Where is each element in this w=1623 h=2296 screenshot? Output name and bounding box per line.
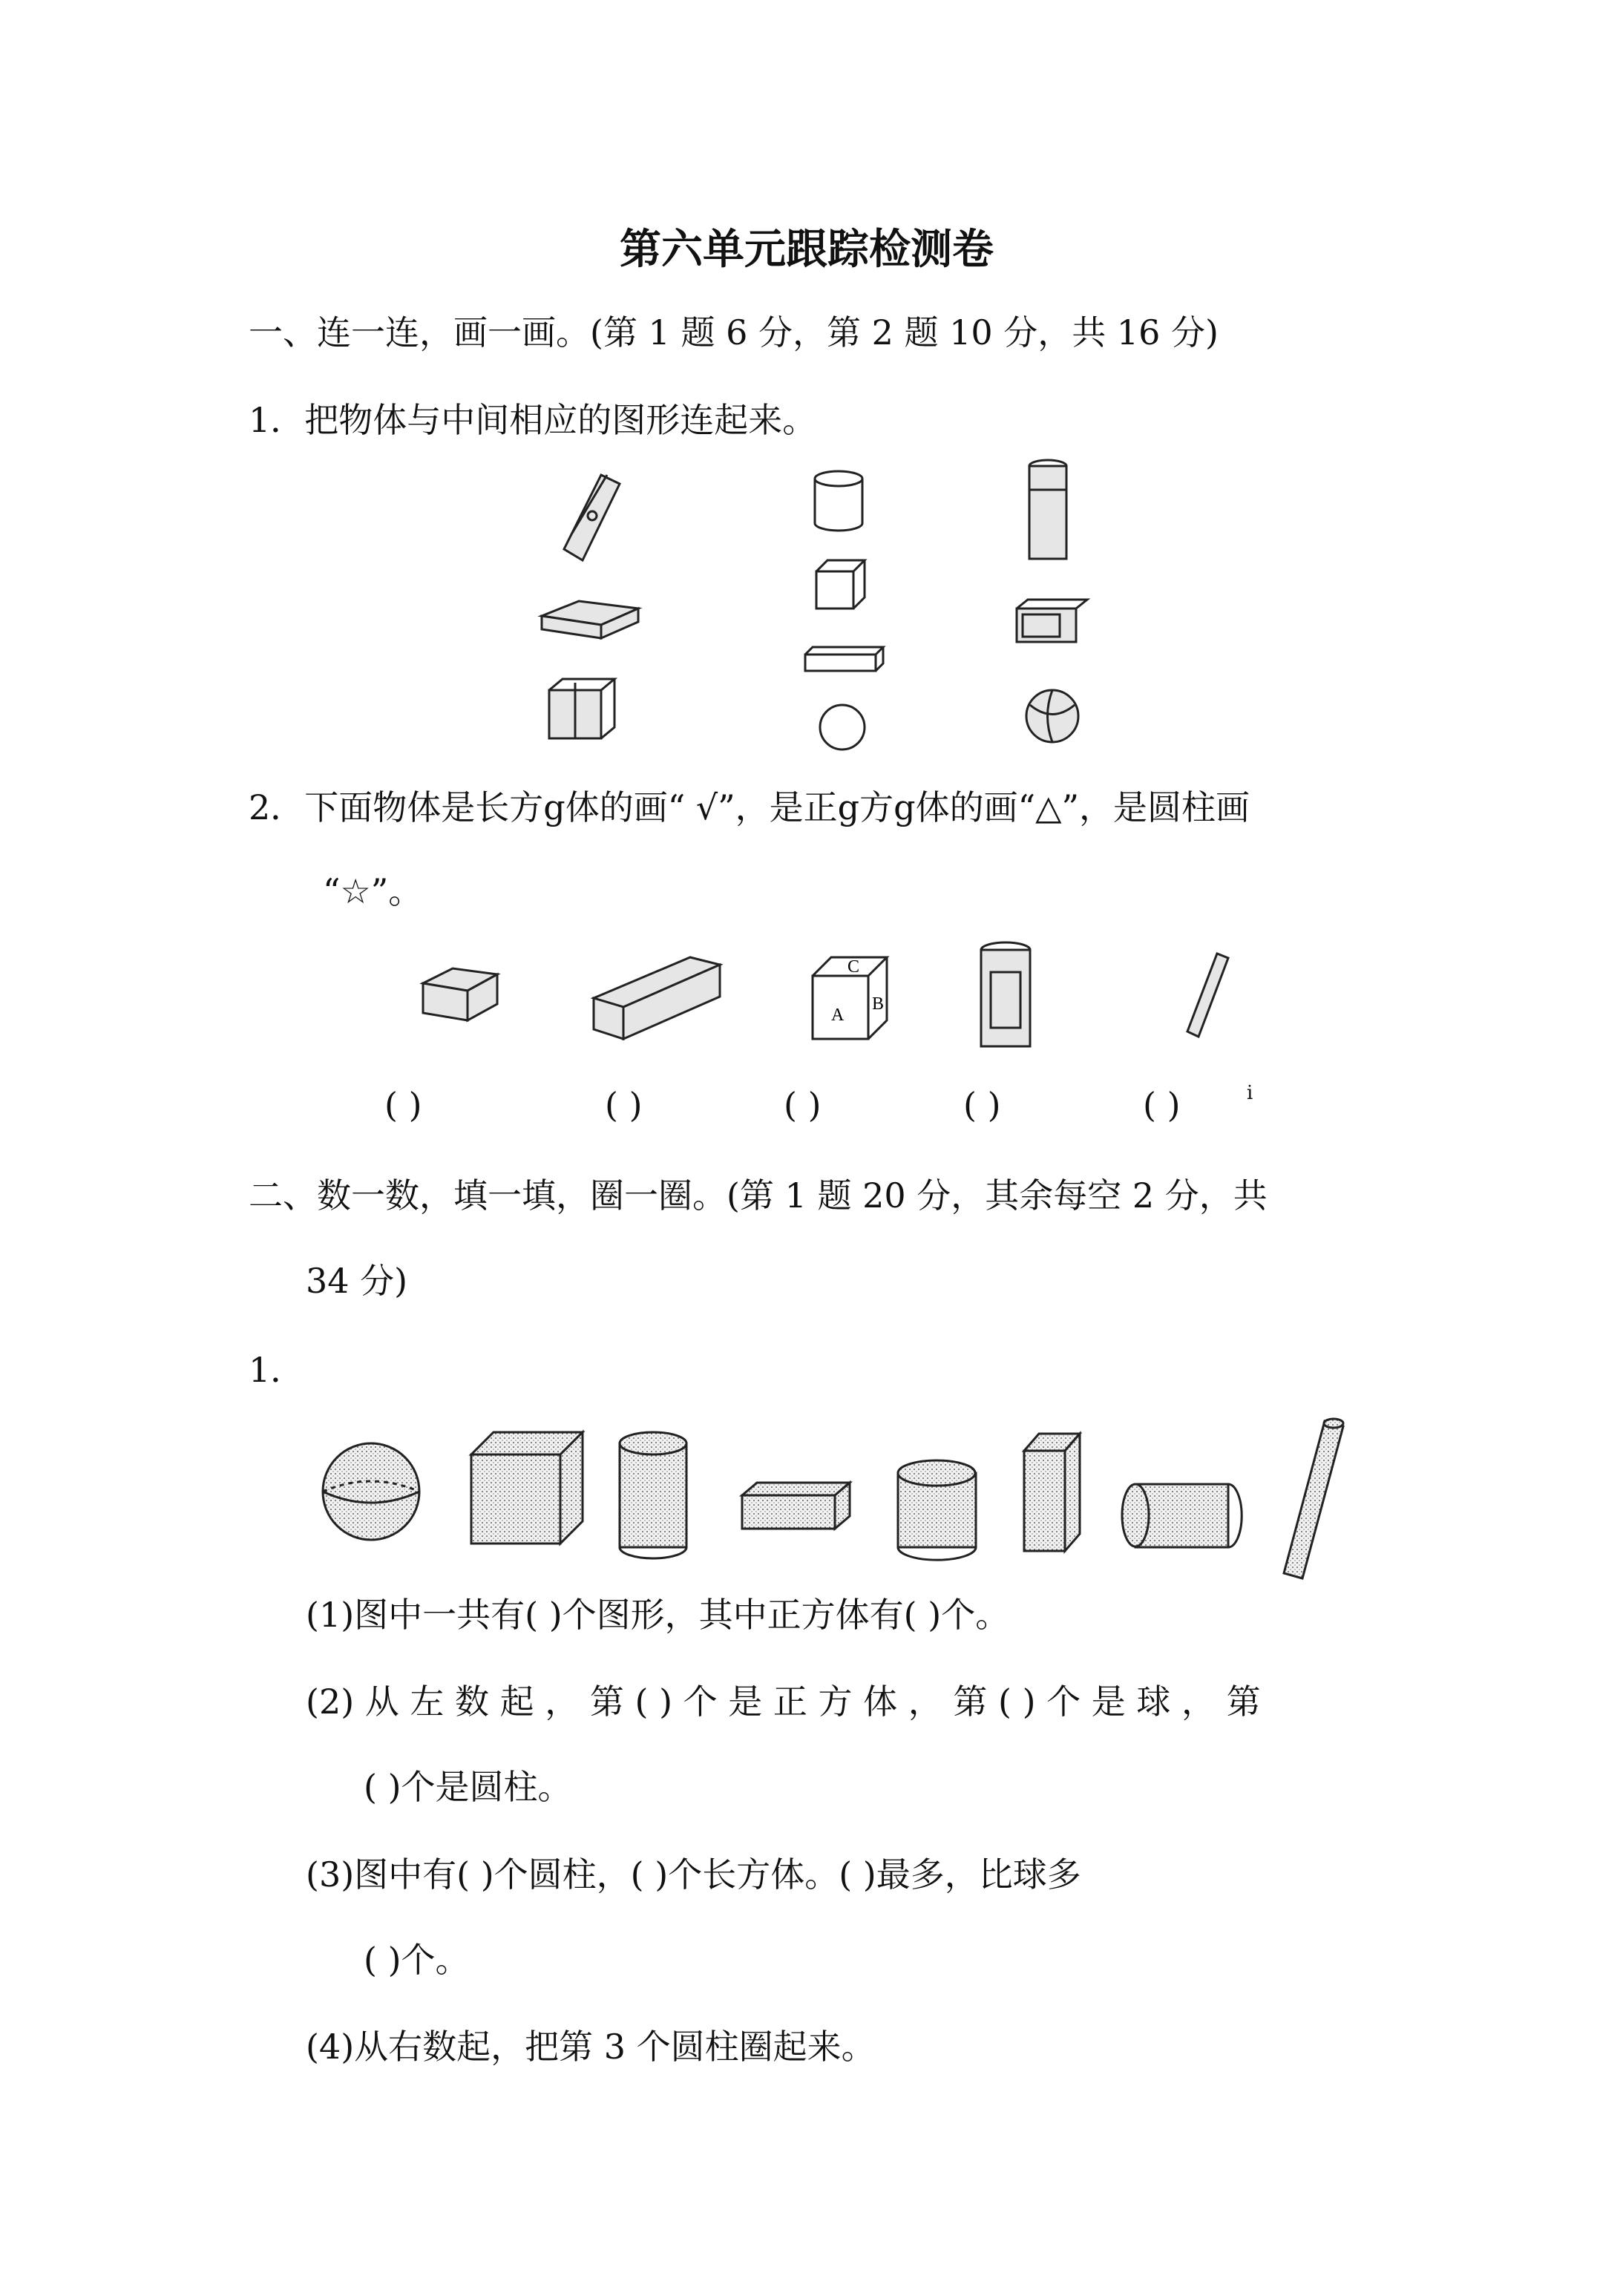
cube-shape-icon <box>816 560 865 609</box>
answer-blank-5[interactable]: ( ) <box>1143 1085 1181 1125</box>
toothpaste-tube-icon <box>564 475 620 560</box>
small-box-icon <box>423 968 497 1020</box>
subquestion-3-line2: ( )个。 <box>364 1940 470 1980</box>
lying-cylinder-icon <box>1122 1484 1242 1547</box>
shapes-row-figure <box>312 1410 1365 1603</box>
short-cylinder-icon <box>898 1460 976 1560</box>
cube-letter-b: B <box>872 994 885 1014</box>
section2-heading-line1: 二、数一数，填一填，圈一圈。(第 1 题 20 分，其余每空 2 分，共 <box>249 1175 1268 1216</box>
long-box-icon <box>594 957 720 1039</box>
subquestion-3-line1: (3)图中有( )个圆柱，( )个长方体。( )最多，比球多 <box>306 1854 1081 1895</box>
subquestion-2-line1: (2) 从 左 数 起 ， 第 ( ) 个 是 正 方 体 ， 第 ( ) 个 是 球 ， 第 <box>306 1682 1261 1722</box>
sphere-shape-icon <box>820 705 865 750</box>
subquestion-2-line2: ( )个是圆柱。 <box>364 1767 572 1807</box>
rod-icon <box>1187 954 1228 1037</box>
letter-cube-icon <box>813 957 887 1039</box>
answer-blank-1[interactable]: ( ) <box>384 1085 422 1125</box>
cylinder-shape-icon <box>815 471 862 531</box>
answer-blank-2[interactable]: ( ) <box>605 1085 643 1125</box>
section1-question2-line1: 2．下面物体是长方g体的画“ √”，是正g方g体的画“△”，是圆柱画 <box>249 787 1250 827</box>
answer-blank-4[interactable]: ( ) <box>963 1085 1001 1125</box>
tall-cuboid-icon <box>1024 1434 1080 1551</box>
sphere-icon <box>323 1443 419 1540</box>
thin-rod-icon <box>1284 1419 1343 1578</box>
subquestion-4: (4)从右数起，把第 3 个圆柱圈起来。 <box>306 2027 876 2067</box>
section2-heading-line2: 34 分) <box>306 1261 408 1301</box>
cube-icon <box>471 1432 583 1544</box>
drink-can-icon <box>1029 460 1066 559</box>
cube-letter-a: A <box>831 1006 845 1025</box>
tall-cylinder-icon <box>620 1432 686 1558</box>
ball-icon <box>1026 690 1078 742</box>
answer-blank-3[interactable]: ( ) <box>784 1085 822 1125</box>
section2-question1-label: 1． <box>249 1350 305 1390</box>
classify-figure <box>416 939 1262 1065</box>
section1-question1: 1．把物体与中间相应的图形连起来。 <box>249 400 817 440</box>
cube-letter-c: C <box>847 957 860 977</box>
gift-box-icon <box>549 679 614 738</box>
section1-question2-line2: “☆”。 <box>323 871 423 911</box>
subquestion-1: (1)图中一共有( )个图形，其中正方体有( )个。 <box>306 1595 1010 1635</box>
flat-cuboid-icon <box>742 1483 850 1529</box>
matching-figure <box>519 460 1113 757</box>
flat-box-icon <box>542 601 638 638</box>
section1-heading: 一、连一连，画一画。(第 1 题 6 分，第 2 题 10 分，共 16 分) <box>249 312 1219 352</box>
stray-mark: i <box>1247 1082 1253 1104</box>
cuboid-shape-icon <box>805 647 883 671</box>
oven-icon <box>1017 600 1087 642</box>
page-title: 第六单元跟踪检测卷 <box>620 226 994 274</box>
tea-can-icon <box>981 942 1030 1046</box>
